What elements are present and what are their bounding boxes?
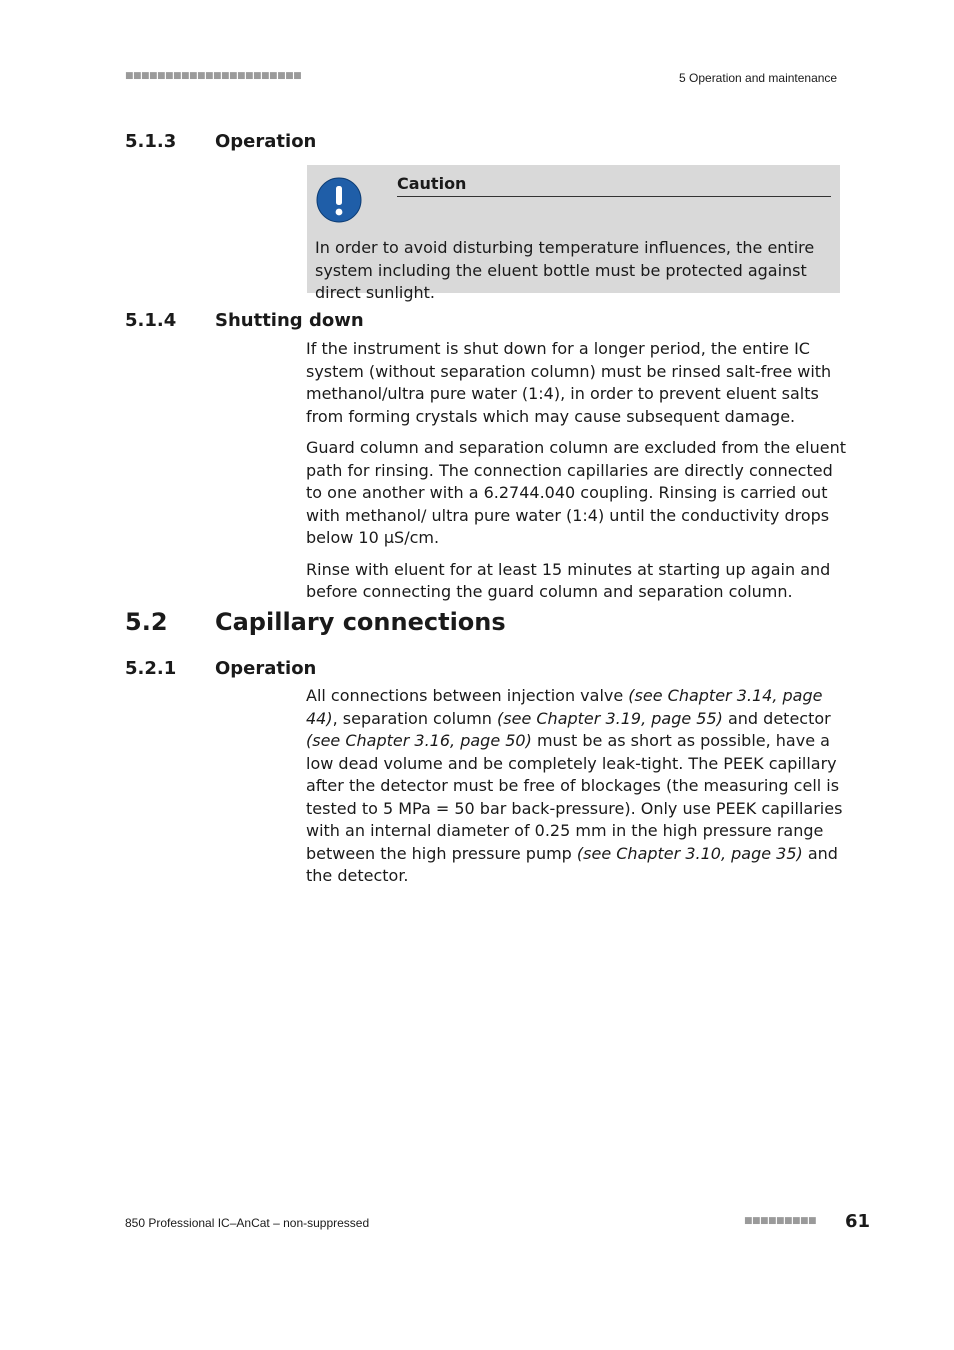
caution-box [307,165,840,302]
text-run: , separation column [332,708,498,728]
chapter-reference-link[interactable]: (see Chapter 3.19, page 55) [497,708,723,728]
section-title: Operation [215,131,317,152]
header-decoration: ■■■■■■■■■■■■■■■■■■■■■■ [125,71,302,81]
exclamation-icon [316,177,362,223]
text-run: must be as short as possible, have a low dead volume and be completely leak-tight. The PEEK capillary after the detector must be free of blockages (the measuring cell is tested to 5 MPa = 50 bar back-pressure). Only use PEEK capillaries with an internal diameter of 0.25 mm in the high pressure range between the high pressure pump [306,731,843,863]
section-number: 5.2.1 [125,658,177,679]
chapter-reference-link[interactable]: (see Chapter 3.10, page 35) [576,843,803,863]
section-heading-5-1-4 [125,310,625,334]
section-title: Capillary connections [215,608,506,636]
shutting-down-body [306,338,846,613]
paragraph: If the instrument is shut down for a longer period, the entire IC system (without separation column) must be rinsed salt-free with methanol/ultra pure water (1:4), in order to prevent eluent salts from forming crystals which may cause subsequent damage. [306,339,832,426]
page-number: 61 [845,1211,871,1232]
section-heading-5-2-1 [125,658,625,682]
footer-title: 850 Professional IC–AnCat – non-suppressed [125,1216,370,1230]
text-run: and detector [722,708,831,728]
capillary-body [306,685,846,897]
section-heading-5-2 [125,608,725,640]
text-run: and the detector. [306,843,838,885]
caution-divider [397,196,831,197]
caution-title: Caution [397,174,467,193]
paragraph [306,685,846,888]
header-chapter: 5 Operation and maintenance [679,71,838,85]
chapter-reference-link[interactable]: (see Chapter 3.14, page 44) [306,686,823,728]
section-title: Operation [215,658,317,679]
chapter-reference-link[interactable]: (see Chapter 3.16, page 50) [306,731,532,750]
text-run: All connections between injection valve [306,686,629,705]
section-number: 5.1.3 [125,131,177,152]
footer-decoration: ■■■■■■■■■ [744,1216,817,1226]
paragraph: Rinse with eluent for at least 15 minutes at starting up again and before connecting the guard column and separation column. [306,559,831,601]
caution-text: In order to avoid disturbing temperature influences, the entire system including the eluent bottle must be protected against direct sunlight. [315,238,815,302]
section-title: Shutting down [215,310,364,331]
paragraph: Guard column and separation column are excluded from the eluent path for rinsing. The connection capillaries are directly connected to one another with a 6.2744.040 coupling. Rinsing is carried out with methanol/ ultra pure water (1:4) until the conductivity drops below 10 µS/cm. [306,438,846,547]
section-number: 5.2 [125,608,168,636]
section-heading-5-1-3 [125,131,625,155]
section-number: 5.1.4 [125,310,177,331]
